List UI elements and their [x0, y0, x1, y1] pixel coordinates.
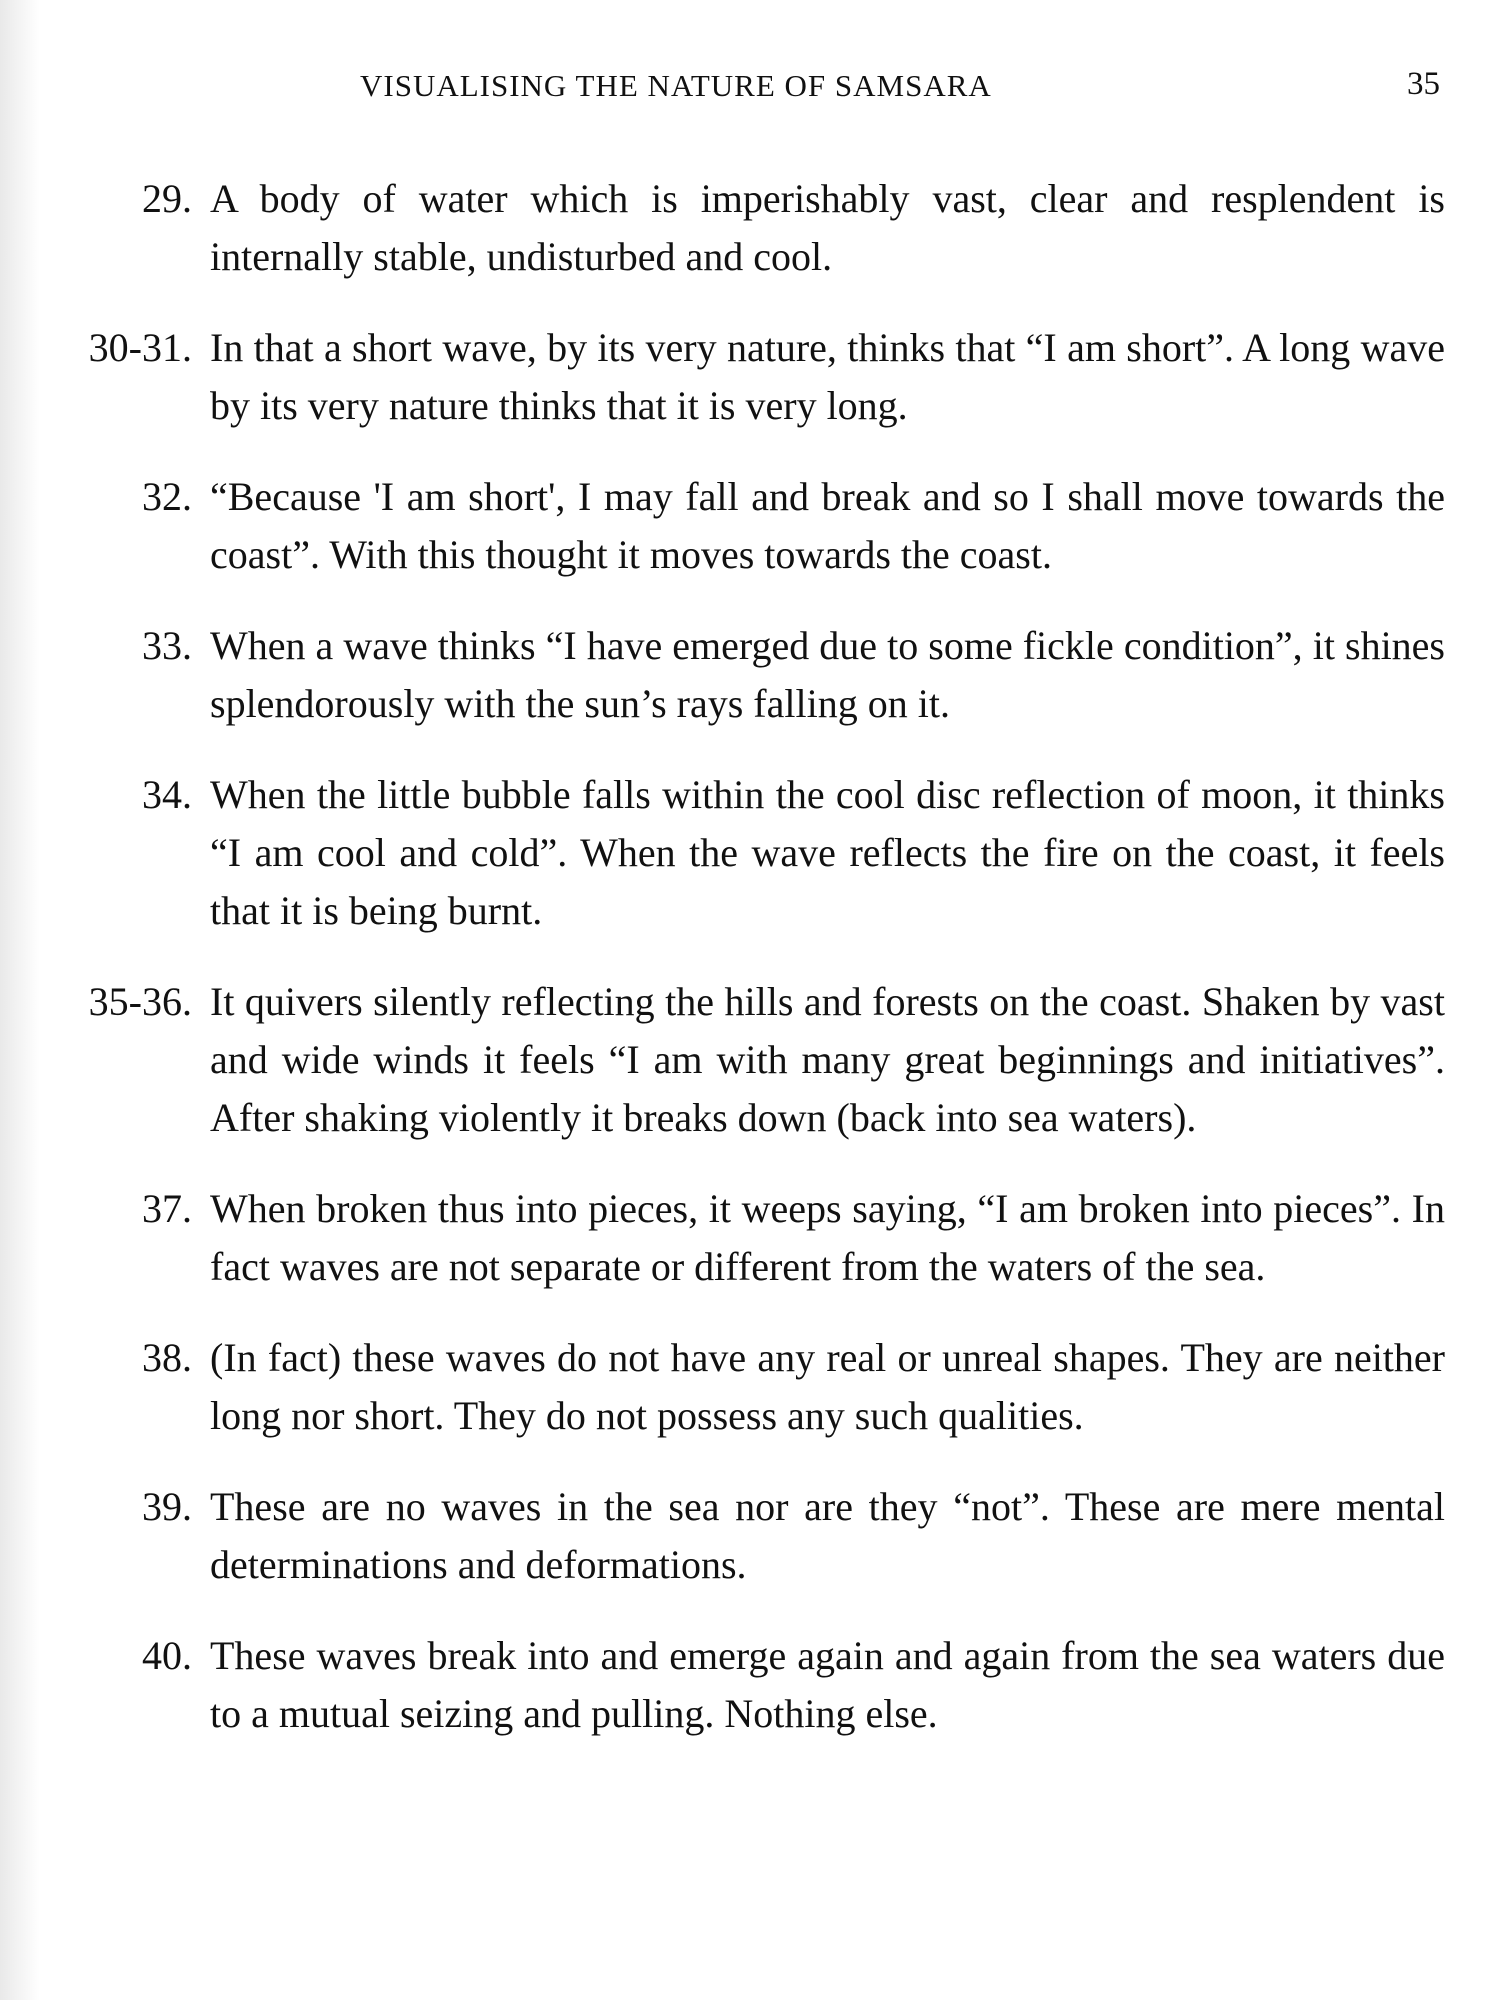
verse-text: A body of water which is imperishably vast, clear and resplendent is internally stable, undisturbed and cool.: [210, 176, 1445, 279]
verse-34: [60, 766, 1445, 940]
verse-37: [60, 1180, 1445, 1296]
verse-39: [60, 1478, 1445, 1594]
verse-text: (In fact) these waves do not have any real or unreal shapes. They are neither long nor short. They do not possess any such qualities.: [210, 1335, 1445, 1438]
verse-35-36: [60, 973, 1445, 1147]
verse-text: “Because 'I am short', I may fall and break and so I shall move towards the coast”. With this thought it moves towards the coast.: [210, 474, 1445, 577]
verse-text: When the little bubble falls within the cool disc reflection of moon, it thinks “I am cool and cold”. When the wave reflects the fire on the coast, it feels that it is being burnt.: [210, 772, 1445, 933]
verse-text: These are no waves in the sea nor are they “not”. These are mere mental determinations and deformations.: [210, 1484, 1445, 1587]
verse-38: [60, 1329, 1445, 1445]
verse-number: 30-31.: [88, 325, 192, 370]
verse-number: 32.: [142, 474, 192, 519]
verse-number: 34.: [142, 772, 192, 817]
verse-text: These waves break into and emerge again and again from the sea waters due to a mutual seizing and pulling. Nothing else.: [210, 1633, 1445, 1736]
verse-number: 35-36.: [88, 979, 192, 1024]
verse-29: [60, 170, 1445, 286]
verse-number: 37.: [142, 1186, 192, 1231]
verse-text: When a wave thinks “I have emerged due to some fickle condition”, it shines splendorously with the sun’s rays falling on it.: [210, 623, 1445, 726]
verse-number: 33.: [142, 623, 192, 668]
verse-text: It quivers silently reflecting the hills and forests on the coast. Shaken by vast and wide winds it feels “I am with many great beginnings and initiatives”. After shaking violently it breaks down (back into sea waters).: [210, 979, 1445, 1140]
page-number: 35: [1407, 66, 1440, 102]
verse-text: When broken thus into pieces, it weeps saying, “I am broken into pieces”. In fact waves are not separate or different from the waters of the sea.: [210, 1186, 1445, 1289]
verse-text: In that a short wave, by its very nature, thinks that “I am short”. A long wave by its very nature thinks that it is very long.: [210, 325, 1445, 428]
verse-number: 38.: [142, 1335, 192, 1380]
verse-number: 29.: [142, 176, 192, 221]
verse-30-31: [60, 319, 1445, 435]
verse-33: [60, 617, 1445, 733]
verse-list: [60, 170, 1445, 1776]
verse-number: 39.: [142, 1484, 192, 1529]
verse-32: [60, 468, 1445, 584]
page-gutter-shadow: [0, 0, 40, 2000]
verse-40: [60, 1627, 1445, 1743]
verse-number: 40.: [142, 1633, 192, 1678]
running-header: VISUALISING THE NATURE OF SAMSARA: [360, 68, 992, 103]
